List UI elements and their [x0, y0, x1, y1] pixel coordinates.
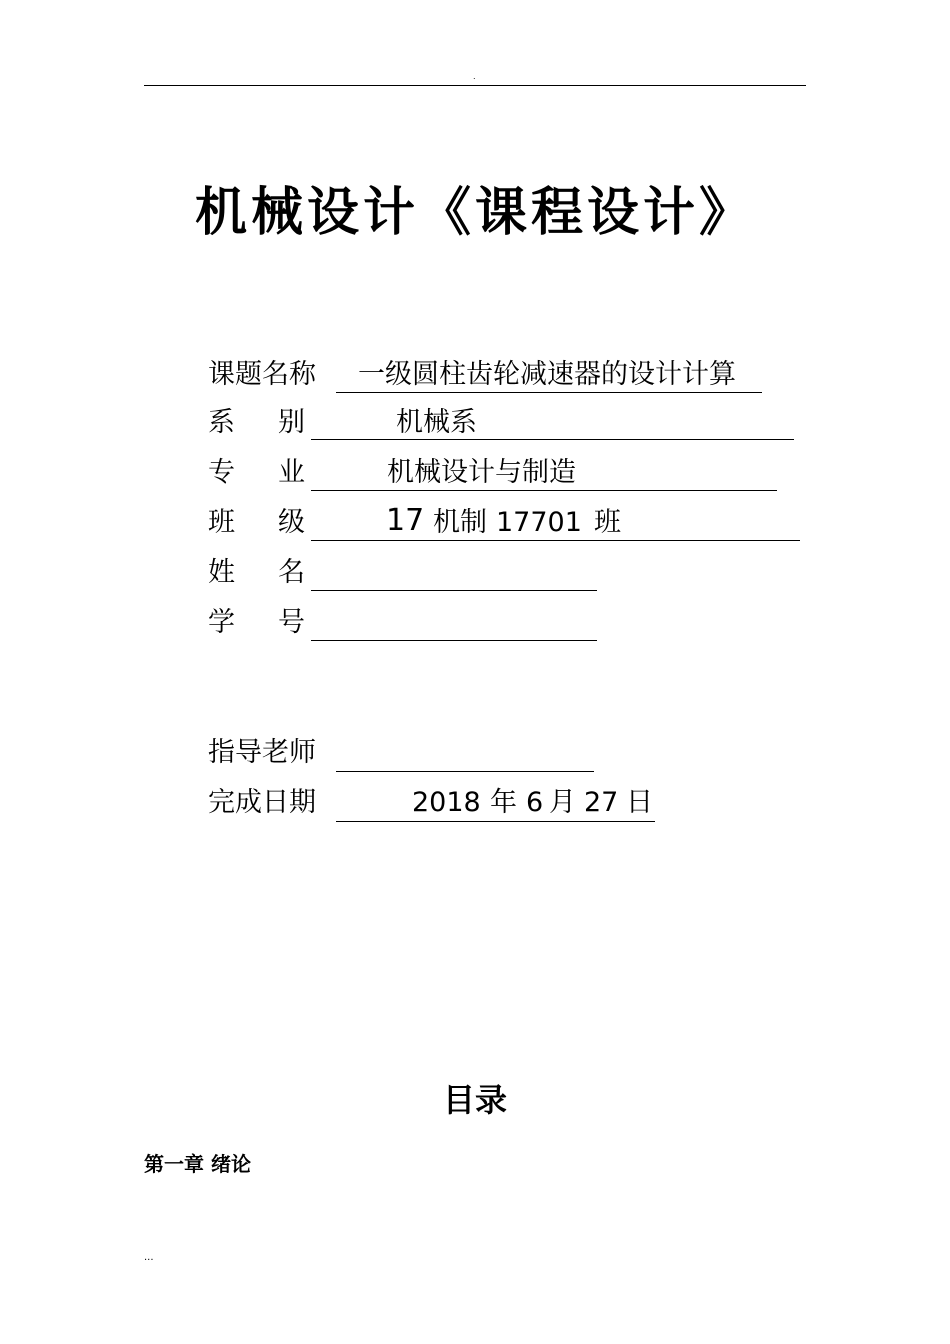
- class-label-2: 级: [278, 507, 305, 538]
- date-year: 2018: [412, 787, 481, 818]
- topic-value: 一级圆柱齿轮减速器的设计计算: [336, 358, 762, 393]
- toc-title: 目录: [442, 1081, 507, 1119]
- major-value: 机械设计与制造: [387, 457, 576, 488]
- date-underline: [336, 821, 655, 822]
- major-label-1: 专: [208, 457, 235, 488]
- major-underline: [311, 490, 777, 491]
- class-value-b: 机制: [433, 507, 487, 538]
- header-mark: .: [473, 72, 476, 81]
- footer-mark: ...: [144, 1252, 154, 1263]
- document-title: 机械设计《课程设计》: [194, 183, 755, 243]
- class-label-1: 班: [208, 507, 235, 538]
- id-underline: [311, 640, 597, 641]
- name-underline: [311, 590, 597, 591]
- class-value-a: 17: [386, 503, 425, 538]
- date-label: 完成日期: [208, 787, 316, 818]
- id-label-2: 号: [278, 607, 305, 638]
- toc-chapter-1[interactable]: 第一章 绪论: [144, 1152, 251, 1176]
- advisor-label: 指导老师: [208, 737, 316, 768]
- class-value-d: 班: [594, 507, 621, 538]
- class-underline: [311, 540, 800, 541]
- department-value: 机械系: [396, 407, 477, 438]
- advisor-underline: [336, 771, 594, 772]
- department-label-1: 系: [208, 407, 235, 438]
- date-day-unit: 日: [626, 787, 653, 818]
- name-label-2: 名: [278, 557, 305, 588]
- id-label-1: 学: [208, 607, 235, 638]
- date-year-unit: 年: [490, 787, 517, 818]
- date-month-unit: 月: [549, 787, 576, 818]
- class-value-c: 17701: [496, 507, 582, 538]
- department-label-2: 别: [278, 407, 305, 438]
- major-label-2: 业: [278, 457, 305, 488]
- header-rule: [144, 85, 806, 86]
- date-day: 27: [584, 787, 619, 818]
- topic-label: 课题名称: [208, 359, 316, 390]
- department-underline: [311, 439, 794, 440]
- name-label-1: 姓: [208, 557, 235, 588]
- date-month: 6: [526, 787, 544, 818]
